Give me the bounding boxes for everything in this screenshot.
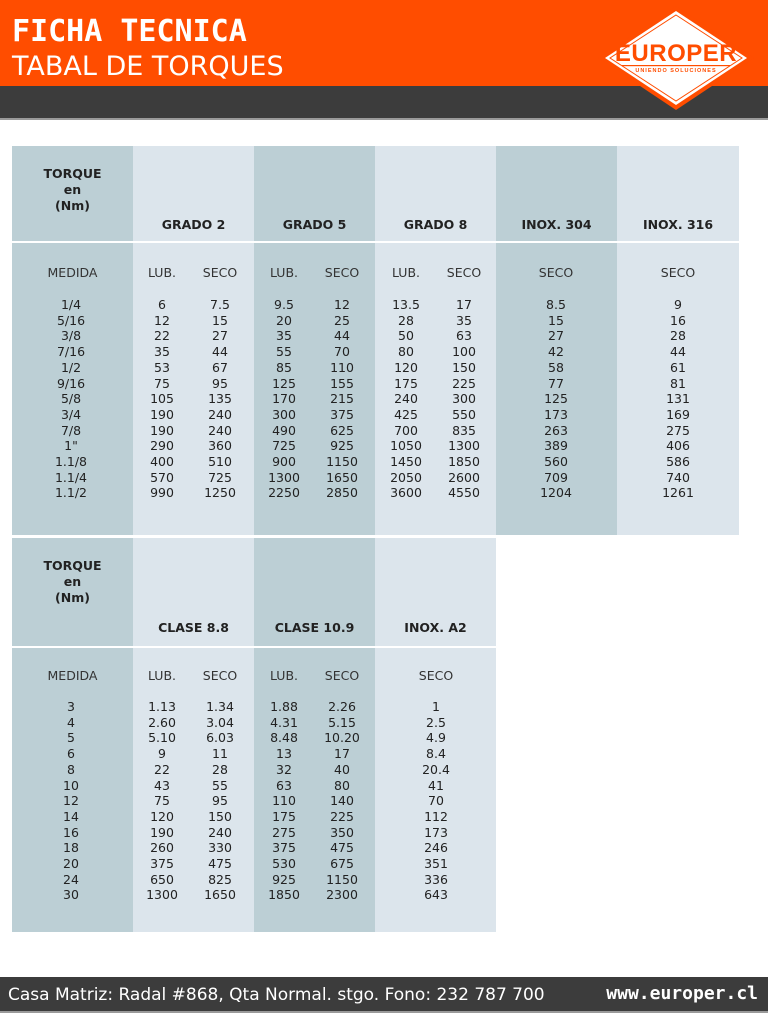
torque-value-cell: 709 <box>544 469 568 485</box>
torque-value-cell: 120 <box>150 808 174 824</box>
torque-value-cell: 15 <box>548 312 564 328</box>
torque-value-cell: 263 <box>544 422 568 438</box>
torque-value-cell: 290 <box>150 438 174 454</box>
medida-cell: 1.1/8 <box>54 454 88 469</box>
torque-value-cell: 650 <box>150 871 174 887</box>
seco-header: SECO <box>324 265 360 280</box>
torque-value-cell: 1.13 <box>148 699 176 714</box>
torque-value-cell: 2.26 <box>328 699 356 714</box>
torque-value-cell: 125 <box>544 391 568 407</box>
medida-cell: 12 <box>63 793 79 809</box>
torque-value-cell: 1650 <box>326 469 358 485</box>
torque-value-cell: 4550 <box>448 485 480 501</box>
torque-value-cell: 63 <box>456 328 472 344</box>
torque-value-cell: 1204 <box>540 485 572 501</box>
torque-value-cell: 35 <box>276 328 292 344</box>
torque-value-cell: 375 <box>150 856 174 871</box>
torque-value-cell: 2600 <box>448 469 480 485</box>
medida-cell: 1/2 <box>60 359 82 375</box>
torque-value-cell: 125 <box>272 375 296 391</box>
torque-value-cell: 11 <box>212 746 228 762</box>
torque-value-cell: 300 <box>272 406 296 422</box>
torque-value-cell: 17 <box>456 297 472 312</box>
medida-cell: 1.1/4 <box>54 469 88 485</box>
lub-header: LUB. <box>269 265 299 280</box>
torque-label: (Nm) <box>55 590 90 605</box>
torque-value-cell: 925 <box>272 871 296 887</box>
torque-value-cell: 336 <box>424 871 448 887</box>
torque-value-cell: 490 <box>272 422 296 438</box>
torque-value-cell: 170 <box>272 391 296 407</box>
torque-value-cell: 35 <box>154 344 170 360</box>
torque-value-cell: 3.04 <box>206 714 234 730</box>
torque-value-cell: 425 <box>394 406 418 422</box>
torque-value-cell: 81 <box>670 375 686 391</box>
torque-value-cell: 1150 <box>326 454 358 469</box>
torque-value-cell: 530 <box>272 856 296 871</box>
medida-header: MEDIDA <box>47 265 98 280</box>
torque-value-cell: 2.5 <box>426 714 446 730</box>
torque-value-cell: 725 <box>208 469 232 485</box>
torque-value-cell: 643 <box>424 887 448 903</box>
torque-value-cell: 8.4 <box>426 746 446 762</box>
torque-value-cell: 173 <box>544 406 568 422</box>
lub-header: LUB. <box>269 668 299 683</box>
torque-value-cell: 100 <box>452 344 476 360</box>
torque-value-cell: 55 <box>276 344 292 360</box>
torque-value-cell: 63 <box>276 777 292 793</box>
page-title: FICHA TECNICA <box>12 14 247 49</box>
torque-value-cell: 44 <box>334 328 350 344</box>
torque-value-cell: 625 <box>330 422 354 438</box>
torque-value-cell: 4.9 <box>426 730 446 746</box>
logo-text: EUROPER <box>614 40 738 67</box>
torque-value-cell: 75 <box>154 793 170 809</box>
torque-value-cell: 1250 <box>204 485 236 501</box>
torque-value-cell: 169 <box>666 406 690 422</box>
medida-cell: 30 <box>63 887 79 903</box>
torque-value-cell: 351 <box>424 856 448 871</box>
torque-value-cell: 240 <box>208 406 232 422</box>
torque-value-cell: 8.48 <box>270 730 298 746</box>
torque-value-cell: 4.31 <box>270 714 298 730</box>
lub-header: LUB. <box>147 668 177 683</box>
torque-value-cell: 2850 <box>326 485 358 501</box>
torque-value-cell: 28 <box>212 761 228 777</box>
torque-value-cell: 80 <box>334 777 350 793</box>
torque-value-cell: 25 <box>334 312 350 328</box>
footer-bar <box>0 977 768 1013</box>
footer-website-link[interactable]: www.europer.cl <box>606 983 758 1004</box>
torque-value-cell: 215 <box>330 391 354 407</box>
torque-value-cell: 105 <box>150 391 174 407</box>
torque-value-cell: 43 <box>154 777 170 793</box>
medida-cell: 18 <box>63 840 79 856</box>
torque-value-cell: 1050 <box>390 438 422 454</box>
torque-value-cell: 990 <box>150 485 174 501</box>
torque-value-cell: 155 <box>330 375 354 391</box>
medida-cell: 6 <box>67 746 75 762</box>
medida-cell: 14 <box>63 808 79 824</box>
medida-cell: 16 <box>63 824 79 840</box>
torque-value-cell: 240 <box>394 391 418 407</box>
group-header: INOX. 316 <box>642 217 714 232</box>
medida-header: MEDIDA <box>47 668 98 683</box>
torque-value-cell: 5.10 <box>148 730 176 746</box>
torque-value-cell: 173 <box>424 824 448 840</box>
torque-value-cell: 12 <box>154 312 170 328</box>
europer-logo <box>596 4 756 112</box>
torque-value-cell: 58 <box>548 359 564 375</box>
torque-value-cell: 700 <box>394 422 418 438</box>
torque-value-cell: 44 <box>212 344 228 360</box>
header-separator <box>12 646 496 648</box>
torque-value-cell: 260 <box>150 840 174 856</box>
torque-value-cell: 1300 <box>146 887 178 903</box>
torque-value-cell: 20 <box>276 312 292 328</box>
torque-value-cell: 110 <box>330 359 354 375</box>
torque-value-cell: 550 <box>452 406 476 422</box>
torque-value-cell: 12 <box>334 297 350 312</box>
torque-value-cell: 110 <box>272 793 296 809</box>
seco-header: SECO <box>660 265 696 280</box>
torque-value-cell: 140 <box>330 793 354 809</box>
torque-value-cell: 2250 <box>268 485 300 501</box>
torque-value-cell: 3600 <box>390 485 422 501</box>
torque-value-cell: 61 <box>670 359 686 375</box>
torque-value-cell: 360 <box>208 438 232 454</box>
torque-value-cell: 350 <box>330 824 354 840</box>
medida-cell: 3 <box>67 699 75 714</box>
torque-value-cell: 835 <box>452 422 476 438</box>
torque-value-cell: 1.34 <box>206 699 234 714</box>
torque-value-cell: 7.5 <box>210 297 230 312</box>
medida-cell: 5/16 <box>56 312 86 328</box>
torque-value-cell: 240 <box>208 422 232 438</box>
torque-value-cell: 300 <box>452 391 476 407</box>
torque-label: TORQUE <box>43 166 102 181</box>
medida-cell: 5/8 <box>60 391 82 407</box>
torque-value-cell: 246 <box>424 840 448 856</box>
torque-value-cell: 510 <box>208 454 232 469</box>
torque-value-cell: 275 <box>666 422 690 438</box>
torque-value-cell: 375 <box>330 406 354 422</box>
group-header: GRADO 8 <box>403 217 468 232</box>
torque-value-cell: 475 <box>208 856 232 871</box>
torque-value-cell: 9 <box>674 297 682 312</box>
torque-label: en <box>63 182 82 197</box>
torque-value-cell: 1650 <box>204 887 236 903</box>
torque-value-cell: 1 <box>432 699 440 714</box>
seco-header: SECO <box>538 265 574 280</box>
page-subtitle: TABAL DE TORQUES <box>12 51 284 82</box>
torque-value-cell: 32 <box>276 761 292 777</box>
torque-value-cell: 50 <box>398 328 414 344</box>
seco-header: SECO <box>446 265 482 280</box>
torque-value-cell: 190 <box>150 406 174 422</box>
torque-label: TORQUE <box>43 558 102 573</box>
torque-value-cell: 150 <box>452 359 476 375</box>
medida-cell: 5 <box>67 730 75 746</box>
torque-value-cell: 2300 <box>326 887 358 903</box>
medida-cell: 4 <box>67 714 75 730</box>
torque-value-cell: 8.5 <box>546 297 566 312</box>
torque-value-cell: 1850 <box>268 887 300 903</box>
torque-value-cell: 131 <box>666 391 690 407</box>
torque-value-cell: 95 <box>212 793 228 809</box>
torque-label: (Nm) <box>55 198 90 213</box>
header-rule <box>0 118 768 120</box>
torque-value-cell: 55 <box>212 777 228 793</box>
torque-value-cell: 120 <box>394 359 418 375</box>
torque-value-cell: 85 <box>276 359 292 375</box>
seco-header: SECO <box>202 668 238 683</box>
torque-value-cell: 28 <box>670 328 686 344</box>
torque-value-cell: 28 <box>398 312 414 328</box>
torque-value-cell: 22 <box>154 328 170 344</box>
group-header: CLASE 10.9 <box>274 620 355 635</box>
torque-value-cell: 725 <box>272 438 296 454</box>
torque-value-cell: 53 <box>154 359 170 375</box>
torque-value-cell: 42 <box>548 344 564 360</box>
medida-cell: 9/16 <box>56 375 86 391</box>
torque-value-cell: 6.03 <box>206 730 234 746</box>
torque-value-cell: 77 <box>548 375 564 391</box>
logo-tagline: UNIENDO SOLUCIONES <box>635 68 717 74</box>
medida-cell: 20 <box>63 856 79 871</box>
group-header: INOX. A2 <box>404 620 467 635</box>
torque-value-cell: 570 <box>150 469 174 485</box>
torque-value-cell: 16 <box>670 312 686 328</box>
torque-value-cell: 1261 <box>662 485 694 501</box>
torque-value-cell: 15 <box>212 312 228 328</box>
torque-value-cell: 6 <box>158 297 166 312</box>
torque-value-cell: 22 <box>154 761 170 777</box>
group-header: GRADO 2 <box>161 217 226 232</box>
torque-value-cell: 1300 <box>448 438 480 454</box>
group-header: INOX. 304 <box>521 217 592 232</box>
medida-cell: 3/4 <box>60 406 82 422</box>
torque-value-cell: 35 <box>456 312 472 328</box>
torque-value-cell: 190 <box>150 422 174 438</box>
medida-cell: 7/16 <box>56 344 86 360</box>
torque-value-cell: 41 <box>428 777 444 793</box>
medida-cell: 1" <box>64 438 78 454</box>
torque-value-cell: 10.20 <box>324 730 360 746</box>
medida-cell: 1.1/2 <box>54 485 88 501</box>
torque-value-cell: 400 <box>150 454 174 469</box>
lub-header: LUB. <box>147 265 177 280</box>
torque-value-cell: 80 <box>398 344 414 360</box>
footer-rule <box>0 1011 768 1013</box>
seco-header: SECO <box>324 668 360 683</box>
torque-value-cell: 675 <box>330 856 354 871</box>
torque-value-cell: 9 <box>158 746 166 762</box>
torque-value-cell: 330 <box>208 840 232 856</box>
torque-value-cell: 44 <box>670 344 686 360</box>
seco-header: SECO <box>418 668 454 683</box>
torque-value-cell: 240 <box>208 824 232 840</box>
torque-value-cell: 1300 <box>268 469 300 485</box>
header-separator <box>12 241 739 243</box>
torque-value-cell: 150 <box>208 808 232 824</box>
lub-header: LUB. <box>391 265 421 280</box>
torque-value-cell: 375 <box>272 840 296 856</box>
torque-value-cell: 135 <box>208 391 232 407</box>
torque-value-cell: 67 <box>212 359 228 375</box>
torque-value-cell: 95 <box>212 375 228 391</box>
medida-cell: 10 <box>63 777 79 793</box>
torque-value-cell: 740 <box>666 469 690 485</box>
medida-cell: 8 <box>67 761 75 777</box>
group-header: CLASE 8.8 <box>158 620 229 635</box>
torque-value-cell: 5.15 <box>328 714 356 730</box>
torque-value-cell: 825 <box>208 871 232 887</box>
medida-cell: 7/8 <box>60 422 82 438</box>
torque-value-cell: 70 <box>428 793 444 809</box>
medida-cell: 3/8 <box>60 328 82 344</box>
torque-value-cell: 9.5 <box>274 297 294 312</box>
torque-value-cell: 225 <box>452 375 476 391</box>
torque-value-cell: 20.4 <box>422 761 450 777</box>
torque-value-cell: 560 <box>544 454 568 469</box>
torque-value-cell: 175 <box>272 808 296 824</box>
torque-value-cell: 75 <box>154 375 170 391</box>
torque-value-cell: 27 <box>212 328 228 344</box>
torque-value-cell: 190 <box>150 824 174 840</box>
torque-value-cell: 112 <box>424 808 448 824</box>
medida-cell: 1/4 <box>60 297 82 312</box>
torque-label: en <box>63 574 82 589</box>
torque-value-cell: 389 <box>544 438 568 454</box>
torque-value-cell: 275 <box>272 824 296 840</box>
torque-value-cell: 1450 <box>390 454 422 469</box>
torque-value-cell: 900 <box>272 454 296 469</box>
seco-header: SECO <box>202 265 238 280</box>
torque-value-cell: 13.5 <box>392 297 420 312</box>
torque-value-cell: 2.60 <box>148 714 176 730</box>
torque-value-cell: 225 <box>330 808 354 824</box>
torque-value-cell: 1150 <box>326 871 358 887</box>
torque-value-cell: 1.88 <box>270 699 298 714</box>
torque-value-cell: 586 <box>666 454 690 469</box>
torque-value-cell: 17 <box>334 746 350 762</box>
group-header: GRADO 5 <box>282 217 347 232</box>
header-banner <box>0 0 768 120</box>
torque-value-cell: 27 <box>548 328 564 344</box>
footer-address: Casa Matriz: Radal #868, Qta Normal. stgo. Fono: 232 787 700 <box>8 985 545 1005</box>
torque-value-cell: 13 <box>276 746 292 762</box>
torque-value-cell: 175 <box>394 375 418 391</box>
torque-value-cell: 1850 <box>448 454 480 469</box>
torque-value-cell: 925 <box>330 438 354 454</box>
torque-value-cell: 2050 <box>390 469 422 485</box>
torque-value-cell: 406 <box>666 438 690 454</box>
torque-value-cell: 475 <box>330 840 354 856</box>
torque-value-cell: 70 <box>334 344 350 360</box>
medida-cell: 24 <box>63 871 79 887</box>
torque-value-cell: 40 <box>334 761 350 777</box>
